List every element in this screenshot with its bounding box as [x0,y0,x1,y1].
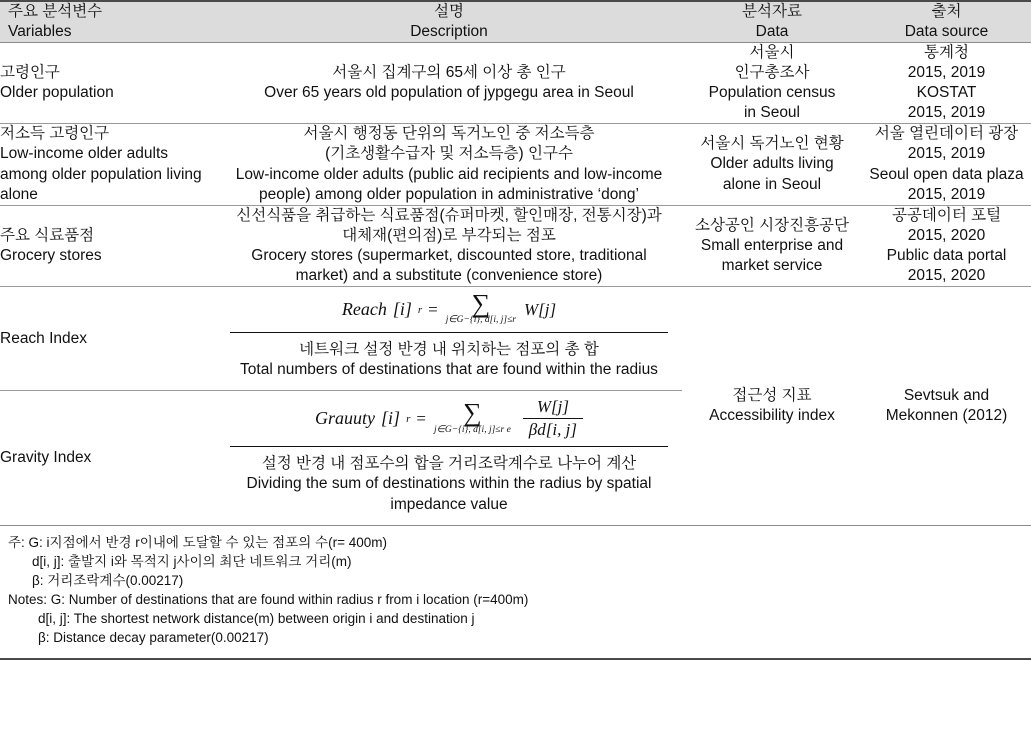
row-description [216,205,682,287]
formula-equals: = [428,299,438,319]
header-data [682,1,862,42]
header-source [862,1,1031,42]
formula-term: W[j] [524,299,557,319]
row-source-en-1: Seoul open data plaza [869,165,1024,183]
formula-name: Reach [341,299,387,320]
row-data [682,124,862,206]
formula-description-ko: 설정 반경 내 점포수의 합을 거리조락계수로 나누어 계산 [261,455,637,473]
formula-superscript: r [406,412,411,425]
row-variable [0,42,216,124]
row-data-en-2: alone in Seoul [722,175,822,193]
fraction-denominator: βd[i, j] [523,418,583,440]
formula-description [216,447,682,524]
note-en-2: d[i, j]: The shortest network distance(m) between origin i and destination j [38,611,475,627]
row-source [862,205,1031,287]
table-row [0,42,1031,124]
index-data-en: Accessibility index [709,406,835,424]
table-row-reach-index [0,287,1031,391]
formula-description-en: Total numbers of destinations that are found within the radius [240,361,658,379]
formula-description-ko: 네트워크 설정 반경 내 위치하는 점포의 총 합 [299,340,599,358]
row-data [682,205,862,287]
formula-description [216,333,682,390]
row-variable-ko: 주요 식료품점 [0,226,95,244]
row-description-en-1: Over 65 years old population of jypgegu area in Seoul [264,83,634,101]
row-source-en-1: KOSTAT [916,83,977,101]
table-row [0,205,1031,287]
index-data [682,287,862,525]
formula-fraction [523,397,583,440]
row-variable-ko: 저소득 고령인구 [0,125,110,143]
row-description-ko-1: 신선식품을 취급하는 식료품점(슈퍼마켓, 할인매장, 전통시장)과 [236,206,662,224]
row-description-ko-2: (기초생활수급자 및 저소득층) 인구수 [325,145,573,163]
index-source-line2: Mekonnen (2012) [885,406,1008,424]
row-variable [0,124,216,206]
row-source-en-2: 2015, 2019 [907,104,986,122]
note-ko-1: 주: G: i지점에서 반경 r이내에 도달할 수 있는 점포의 수(r= 400m) [8,534,387,550]
row-description-ko-2: 대체재(편의점)로 부각되는 점포 [342,226,556,244]
formula-name: Grauuty [315,408,376,429]
table-row [0,124,1031,206]
row-variable-en: Gravity Index [0,448,92,466]
row-data-ko-1: 서울시 독거노인 현황 [700,135,844,153]
row-source-en-2: 2015, 2019 [907,185,986,203]
index-data-ko: 접근성 지표 [732,386,812,404]
row-data [682,42,862,124]
header-description-ko: 설명 [434,3,464,20]
row-source-ko-2: 2015, 2020 [907,226,986,244]
row-data-ko-2: 인구총조사 [734,63,810,81]
note-en-3: β: Distance decay parameter(0.00217) [38,630,269,646]
row-description-en-2: market) and a substitute (convenience store) [295,267,603,285]
row-description-ko-1: 서울시 집계구의 65세 이상 총 인구 [332,63,566,81]
header-description-en: Description [410,22,488,40]
row-variable-en: Grocery stores [0,247,102,265]
formula-equals: = [416,408,426,428]
row-description-formula [216,287,682,391]
reach-formula [216,287,682,330]
header-variables-ko: 주요 분석변수 [8,3,103,20]
table-notes [0,525,1031,660]
formula-superscript: r [417,303,423,316]
row-variable [0,391,216,525]
formula-description-en-2: impedance value [390,495,508,513]
row-source-ko-2: 2015, 2019 [907,145,986,163]
row-source [862,124,1031,206]
index-source-line1: Sevtsuk and [903,386,990,404]
row-source-ko-1: 공공데이터 포털 [891,206,1002,224]
row-source-ko-2: 2015, 2019 [907,63,986,81]
row-variable [0,205,216,287]
table-header-row [0,1,1031,42]
summation-subscript: j∈G−{i}, d[i, j]≤r e [433,424,511,435]
row-data-en-2: market service [721,257,823,275]
row-description-ko-1: 서울시 행정동 단위의 독거노인 중 저소득층 [303,125,595,143]
note-en-1: Notes: G: Number of destinations that are found within radius r from i location (r=400m) [8,592,529,608]
summation-symbol [445,289,516,326]
summation-subscript: j∈G−{i}, d[i, j]≤r [445,315,516,326]
sigma-icon: ∑ [471,289,491,319]
row-source-ko-1: 통계청 [924,43,969,61]
row-description [216,42,682,124]
row-variable-en: Reach Index [0,329,88,347]
row-data-en-1: Population census [708,83,836,101]
row-variable-ko: 고령인구 [0,63,60,81]
row-variable-en: Older population [0,83,114,101]
fraction-numerator: W[j] [536,397,569,417]
header-data-ko: 분석자료 [742,3,802,20]
row-description-en-1: Low-income older adults (public aid recipients and low-income [235,165,663,183]
row-data-en-2: in Seoul [743,104,800,122]
note-ko-3: β: 거리조락계수(0.00217) [32,572,184,588]
note-ko-2: d[i, j]: 출발지 i와 목적지 j사이의 최단 네트워크 거리(m) [32,553,352,569]
row-description-formula [216,391,682,525]
gravity-formula [216,391,682,444]
row-source-ko-1: 서울 열린데이터 광장 [874,125,1019,143]
header-description [216,1,682,42]
header-variables-en: Variables [8,22,72,40]
formula-description-en-1: Dividing the sum of destinations within the radius by spatial [246,475,652,493]
row-data-ko-1: 서울시 [749,43,795,61]
row-data-ko-1: 소상공인 시장진흥공단 [694,216,850,234]
row-description [216,124,682,206]
row-data-en-1: Older adults living [710,155,834,173]
sigma-icon: ∑ [463,398,482,428]
row-source-en-1: Public data portal [886,247,1007,265]
row-description-en-2: people) among older population in administrative ‘dong’ [259,185,639,203]
header-variables [0,1,216,42]
summation-symbol [433,398,511,435]
row-source-en-2: 2015, 2020 [907,267,986,285]
index-source [862,287,1031,525]
formula-bracket-var: [i] [381,408,401,429]
header-data-en: Data [755,22,789,40]
row-source [862,42,1031,124]
row-variable [0,287,216,391]
row-description-en-1: Grocery stores (supermarket, discounted store, traditional [251,247,647,265]
row-variable-en: Low-income older adults among older population living alone [0,145,202,203]
formula-bracket-var: [i] [392,299,412,320]
header-source-en: Data source [904,22,989,40]
row-data-en-1: Small enterprise and [700,236,844,254]
header-source-ko: 출처 [931,3,962,20]
